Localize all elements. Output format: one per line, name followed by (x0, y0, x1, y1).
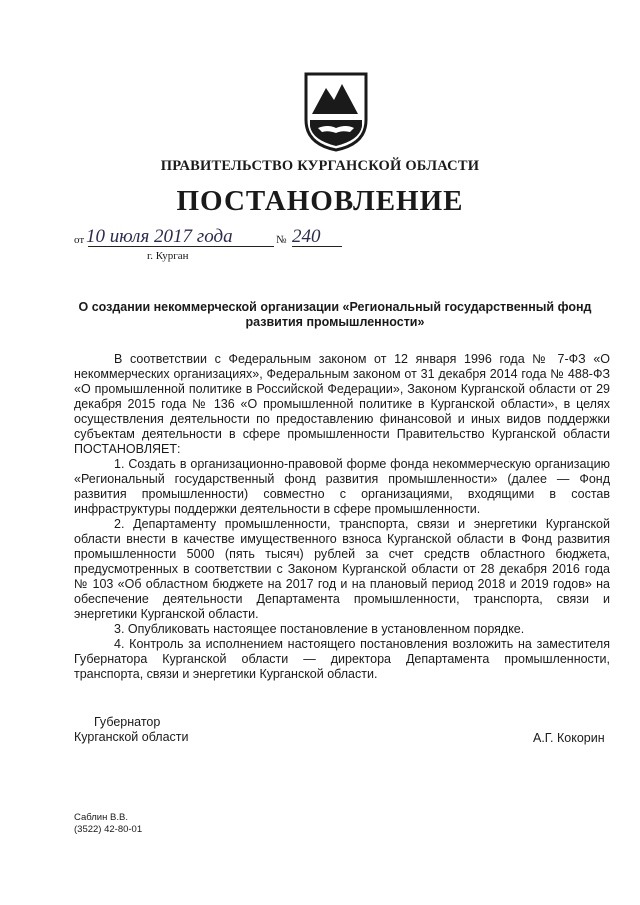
clause-2: 2. Департаменту промышленности, транспорта, связи и энергетики Курганской области внести в качестве имущественного взноса Курганской области в Фонд развития промышленности 5000 (пять тысяч) рублей за счет средств областного бюджета, предусмотренных в соответствии с Законом Курганской области от 28 декабря 2016 года № 103 «Об областном бюджете на 2017 год и на плановый период 2018 и 2019 годов» на обеспечение деятельности Департамента промышленности, транспорта, связи и энергетики Курганской области. (74, 517, 610, 621)
document-type: ПОСТАНОВЛЕНИЕ (176, 185, 464, 217)
clause-4: 4. Контроль за исполнением настоящего постановления возложить на заместителя Губернатора Курганской области — директора Департамента промышленности, транспорта, связи и энергетики Курганской области. (74, 637, 610, 681)
clause-3: 3. Опубликовать настоящее постановление в установленном порядке. (114, 622, 525, 636)
date-prefix: от (74, 234, 85, 246)
city-name: г. Курган (147, 250, 189, 262)
signatory-title (74, 715, 189, 745)
executor-phone: (3522) 42-80-01 (74, 824, 143, 835)
document-body (74, 352, 610, 682)
signatory-title-line1: Губернатор (94, 715, 161, 729)
signatory-name: А.Г. Кокорин (533, 731, 605, 745)
government-name: ПРАВИТЕЛЬСТВО КУРГАНСКОЙ ОБЛАСТИ (160, 158, 480, 174)
handwritten-date: 10 июля 2017 года (86, 226, 233, 247)
handwritten-number: 240 (292, 226, 321, 247)
executor-name: Саблин В.В. (74, 812, 128, 823)
coat-of-arms-icon (302, 70, 370, 152)
signatory-title-line2: Курганской области (74, 730, 189, 744)
number-prefix: № (276, 234, 287, 246)
document-subject: О создании некоммерческой организации «Региональный государственный фонд развития промышленности» (78, 300, 592, 329)
preamble-paragraph: В соответствии с Федеральным законом от 12 января 1996 года № 7-ФЗ «О некоммерческих организациях», Федеральным законом от 31 декабря 2014 года № 488-ФЗ «О промышленной политике в Российской Федерации», Законом Курганской области от 29 декабря 2015 года № 136 «О промышленной политике в Курганской области», в целях осуществления деятельности по предоставлению финансовой и иных видов поддержки субъектам деятельности в сфере промышленности Правительство Курганской области ПОСТАНОВЛЯЕТ: (74, 352, 610, 456)
executor-block (74, 812, 142, 836)
clause-1: 1. Создать в организационно-правовой форме фонда некоммерческую организацию «Региональный государственный фонд развития промышленности» (далее — Фонд развития промышленности) совместно с организациями, входящими в состав инфраструктуры поддержки деятельности в сфере промышленности. (74, 457, 610, 516)
